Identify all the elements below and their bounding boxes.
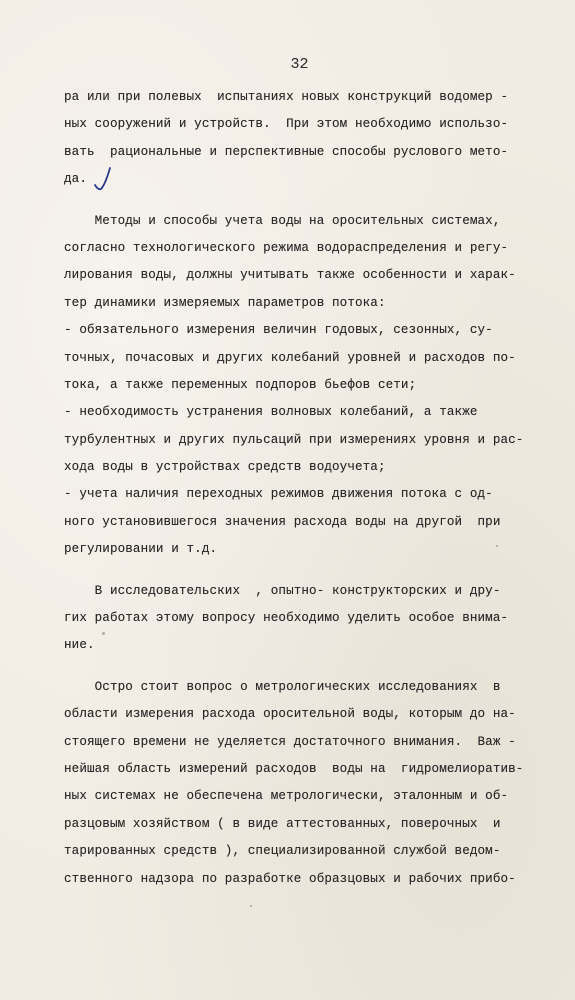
page-number: 32 — [290, 56, 309, 73]
text-line: ра или при полевых испытаниях новых конструкций водомер - — [64, 90, 509, 104]
text-line: стоящего времени не уделяется достаточного внимания. Важ - — [64, 734, 516, 749]
pen-tick-mark-icon — [92, 165, 114, 193]
paper-speck — [102, 632, 105, 635]
paper-speck — [250, 905, 252, 907]
text-line: ственного надзора по разработке образцовых и рабочих прибо- — [64, 871, 516, 886]
text-line: да. — [64, 172, 87, 187]
text-line: гих работах этому вопросу необходимо уделить особое внима- — [64, 611, 509, 626]
text-line: тока, а также переменных подпоров бьефов сети; — [64, 377, 417, 392]
text-line: Остро стоит вопрос о метрологических исследованиях в — [64, 679, 501, 694]
text-line: - обязательного измерения величин годовых, сезонных, су- — [64, 323, 493, 338]
text-line: - учета наличия переходных режимов движения потока с од- — [64, 487, 493, 502]
text-line: вать рациональные и перспективные способы руслового мето- — [64, 144, 509, 159]
text-line: регулировании и т.д. — [64, 542, 218, 557]
text-line: ного установившегося значения расхода воды на другой при — [64, 514, 501, 529]
text-line: разцовым хозяйством ( в виде аттестованных, поверочных и — [64, 816, 501, 831]
text-line: турбулентных и других пульсаций при измерениях уровня и рас- — [64, 432, 524, 447]
text-line: нейшая область измерений расходов воды на гидромелиоратив- — [64, 761, 524, 776]
text-line: тарированных средств ), специализированной службой ведом- — [64, 844, 501, 859]
text-line: области измерения расхода оросительной воды, которым до на- — [64, 707, 516, 722]
text-line: ние. — [64, 638, 95, 653]
text-line: В исследовательских , опытно- конструкторских и дру- — [64, 583, 501, 598]
text-line: Методы и способы учета воды на оросительных системах, — [64, 213, 501, 228]
text-line: лирования воды, должны учитывать также особенности и харак- — [64, 268, 516, 283]
body-text — [64, 84, 554, 893]
paper-speck — [496, 545, 498, 547]
text-line: тер динамики измеряемых параметров потока: — [64, 295, 386, 310]
text-line: точных, почасовых и других колебаний уровней и расходов по- — [64, 350, 516, 365]
text-line: ных системах не обеспечена метрологически, эталонным и об- — [64, 789, 509, 804]
text-line: ных сооружений и устройств. При этом необходимо использо- — [64, 117, 509, 132]
text-line: согласно технологического режима водораспределения и регу- — [64, 240, 509, 255]
text-line: хода воды в устройствах средств водоучета; — [64, 460, 386, 475]
text-line: - необходимость устранения волновых колебаний, а также — [64, 405, 478, 420]
